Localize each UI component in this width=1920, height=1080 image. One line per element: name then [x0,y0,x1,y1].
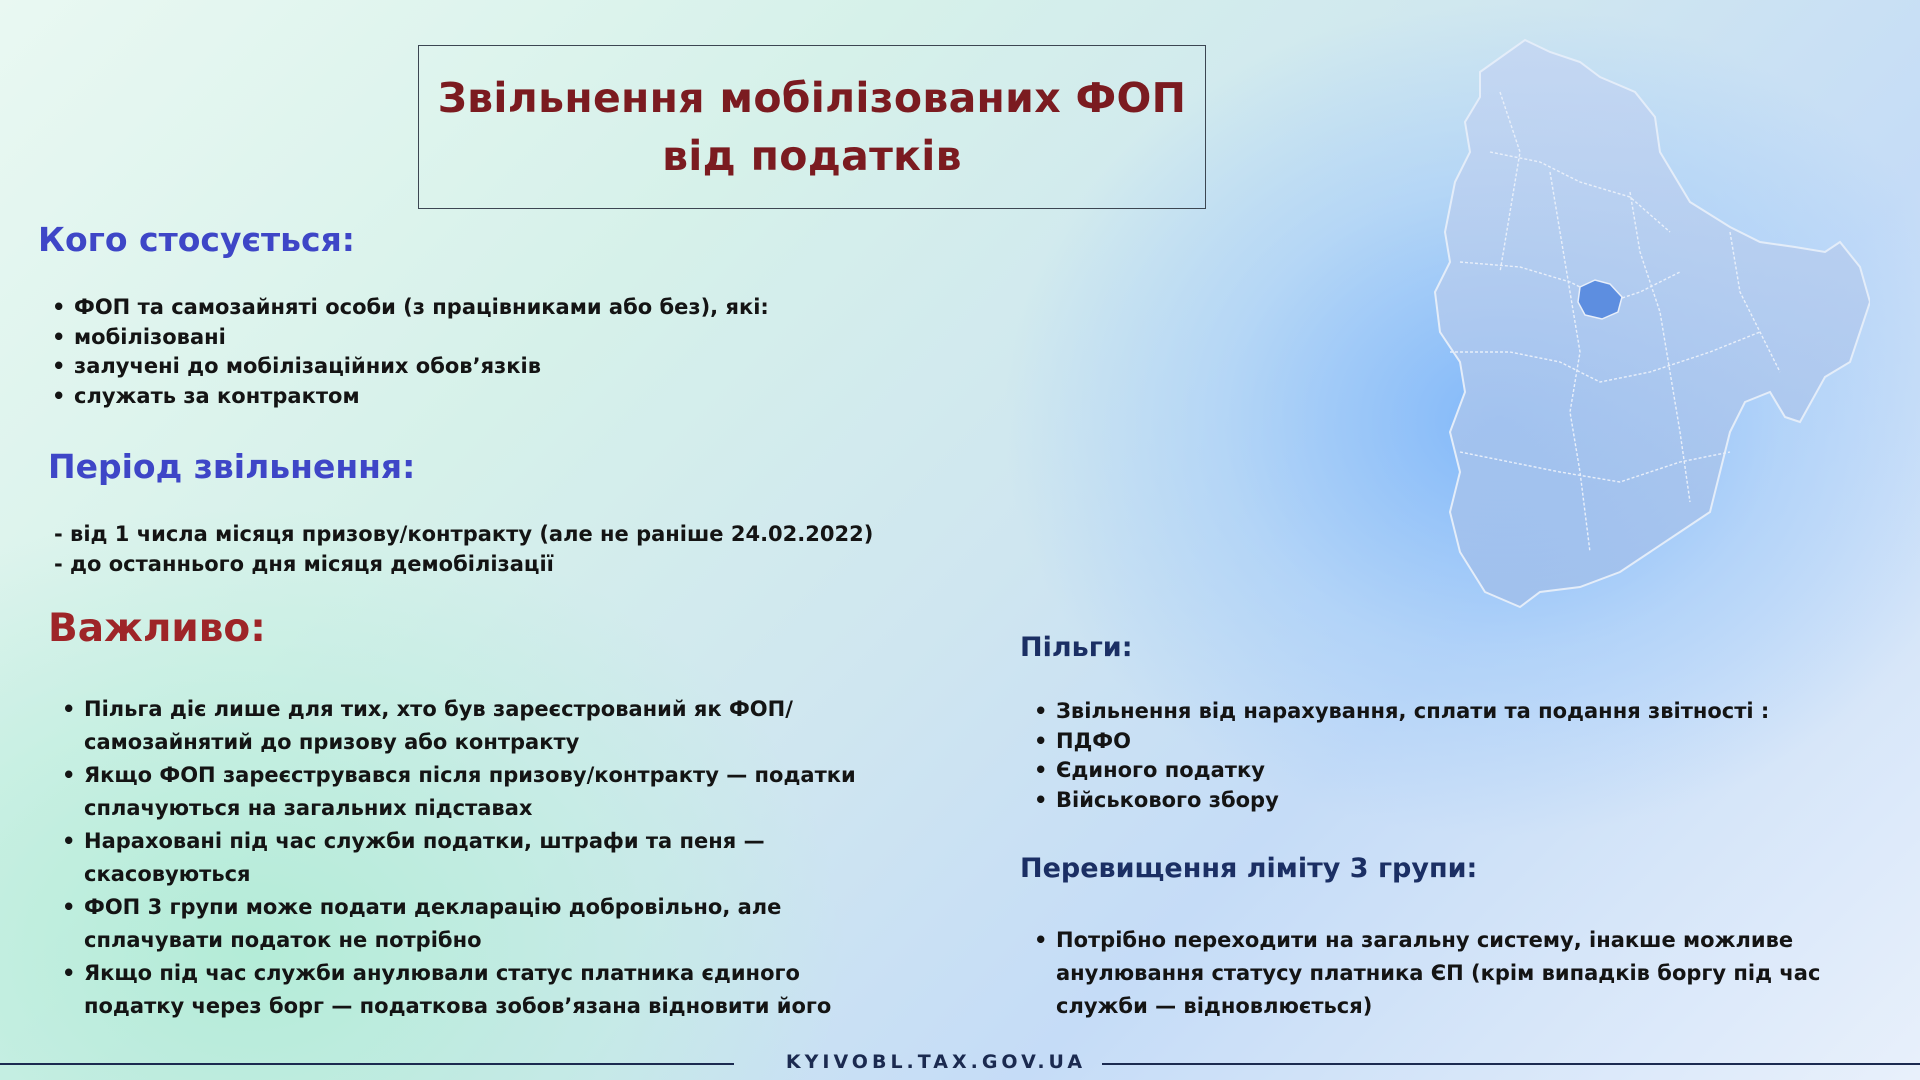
list-item: • мобілізовані [74,323,769,353]
period-list [54,520,873,579]
list-item: • ПДФО [1056,727,1769,757]
list-item-line: • Якщо ФОП зареєструвався після призову/контракту — податки [84,763,856,787]
list-item-line: • Якщо під час служби анулювали статус платника єдиного [84,961,800,985]
who-heading: Кого стосується: [38,220,355,259]
footer-website: KYIVOBL.TAX.GOV.UA [785,1051,1087,1073]
list-item [84,957,856,1023]
important-heading: Важливо: [48,606,266,651]
list-item [84,693,856,759]
list-item-line: • Нараховані під час служби податки, штрафи та пеня — [84,829,765,853]
period-line: - від 1 числа місяця призову/контракту (але не раніше 24.02.2022) [54,522,874,546]
list-item-line: • ФОП 3 групи може подати декларацію добровільно, але [84,895,782,919]
limit-list [1024,924,1820,1023]
list-item-line: служби — відновлюється) [1056,994,1373,1018]
list-item-line: податку через борг — податкова зобов’язана відновити його [84,994,832,1018]
list-item-line: • Потрібно переходити на загальну систему, інакше можливе [1056,928,1794,952]
benefits-list [1024,697,1769,815]
list-item-line: самозайнятий до призову або контракту [84,730,580,754]
list-item: • ФОП та самозайняті особи (з працівниками або без), які: [74,293,769,323]
list-item-line: сплачувати податок не потрібно [84,928,482,952]
list-item [84,759,856,825]
list-item: • Військового збору [1056,786,1769,816]
list-item-line: скасовуються [84,862,251,886]
period-heading: Період звільнення: [48,447,416,486]
list-item-line: анулювання статусу платника ЄП (крім випадків боргу під час [1056,961,1821,985]
list-item-line: • Пільга діє лише для тих, хто був зареєстрований як ФОП/ [84,697,793,721]
oblast-outline [1435,40,1870,607]
important-list [52,693,856,1023]
list-item: • служать за контрактом [74,382,769,412]
list-item [84,825,856,891]
limit-heading: Перевищення ліміту 3 групи: [1020,853,1478,884]
list-item: • залучені до мобілізаційних обов’язків [74,352,769,382]
list-item: • Єдиного податку [1056,756,1769,786]
title-box [418,45,1206,209]
list-item: • Звільнення від нарахування, сплати та подання звітності : [1056,697,1769,727]
list-item [1056,924,1820,1023]
footer-divider-left [0,1063,734,1065]
title-line-1: Звільнення мобілізованих ФОП [437,74,1187,122]
who-list [42,293,769,411]
kyiv-oblast-map-icon [1430,32,1870,622]
list-item [84,891,856,957]
list-item-line: сплачуються на загальних підставах [84,796,533,820]
footer-divider-right [1102,1063,1920,1065]
benefits-heading: Пільги: [1020,632,1133,663]
page-title [432,69,1192,185]
period-line: - до останнього дня місяця демобілізації [54,551,554,576]
title-line-2: від податків [662,132,962,180]
